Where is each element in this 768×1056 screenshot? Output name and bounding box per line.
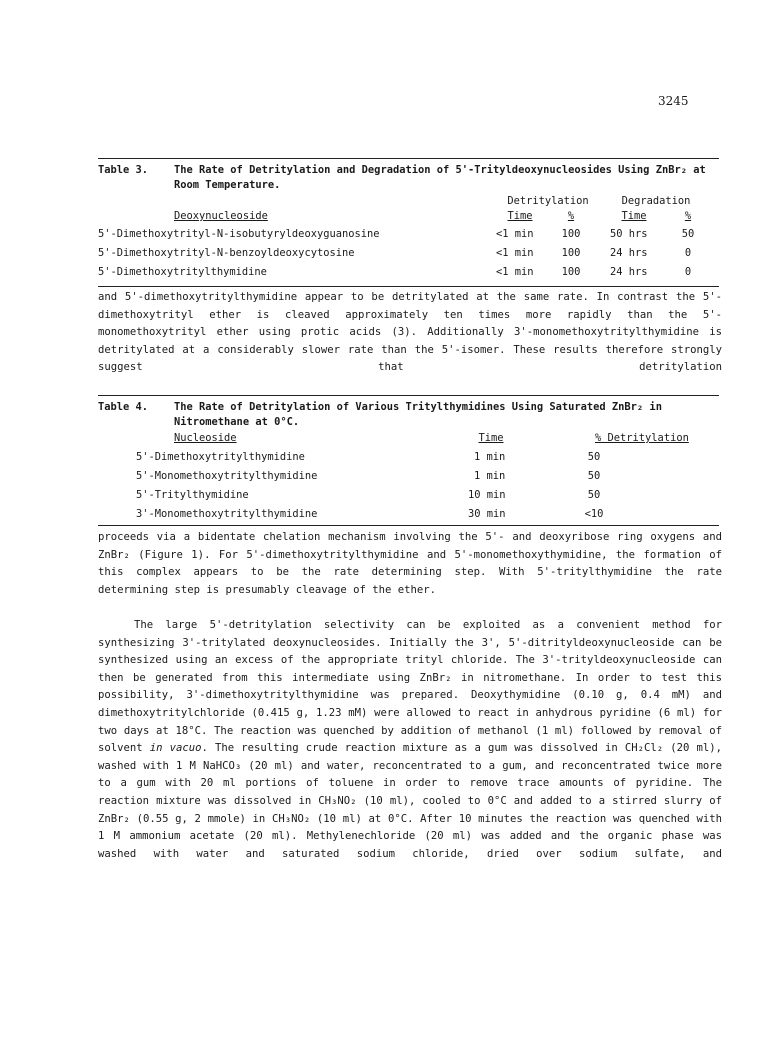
- table4: [98, 400, 719, 522]
- table3-bottom-rule: [98, 286, 719, 287]
- table3-row3-nucleoside: 5'-Dimethoxytritylthymidine: [98, 266, 267, 278]
- paragraph-2: [98, 529, 722, 599]
- table4-label: Table 4.: [98, 401, 149, 413]
- paragraph-1: [98, 289, 722, 377]
- table3-row1-det-time: <1 min: [496, 228, 534, 240]
- table3-row1-deg-time: 50 hrs: [610, 228, 648, 240]
- table3-caption-block: [98, 163, 719, 193]
- table4-col-nucleoside: Nucleoside: [174, 432, 237, 444]
- paragraph-3-italic: in vacuo: [149, 742, 202, 755]
- table4-row1-pct: 50: [587, 451, 601, 463]
- table4-row4-pct: <10: [584, 508, 604, 520]
- table4-caption: The Rate of Detritylation of Various Tritylthymidines Using Saturated ZnBr₂ in Nitromethane at 0°C.: [174, 401, 662, 428]
- paragraph-3-part2: . The resulting crude reaction mixture as a gum was dissolved in CH₂Cl₂ (20 ml), washed with 1 M NaHCO₃ (20 ml) and water, reconcentrated to a gum, and reconcentrated twice more to a gum with 20 ml portions of toluene in order to remove trace amounts of pyridine. The reaction mixture was dissolved in CH₃NO₂ (10 ml), cooled to 0°C and added to a stirred slurry of ZnBr₂ (0.55 g, 2 mmole) in CH₃NO₂ (10 ml) at 0°C. After 10 minutes the reaction was quenched with 1 M ammonium acetate (20 ml). Methylenechloride (20 ml) was added and the organic phase was washed with water and saturated sodium chloride, dried over sodium sulfate, and: [98, 742, 722, 860]
- table4-row1-time: 1 min: [474, 451, 506, 463]
- table4-bottom-rule: [98, 525, 719, 526]
- table3-label: Table 3.: [98, 164, 149, 176]
- table4-row3-pct: 50: [587, 489, 601, 501]
- paragraph-3-part1: The large 5'-detritylation selectivity can be exploited as a convenient method for synthesizing 3'-tritylated deoxynucleosides. Initially the 3', 5'-ditrityldeoxynucleoside can be synthesized using an excess of the appropriate trityl chloride. The 3'-trityldeoxynucleoside can then be generated from this intermediate using ZnBr₂ in nitromethane. In order to test this possibility, 3'-dimethoxytritylthymidine was prepared. Deoxythymidine (0.10 g, 0.4 mM) and dimethoxytritylchloride (0.415 g, 1.23 mM) were allowed to react in anhydrous pyridine (6 ml) for two days at 18°C. The reaction was quenched by addition of methanol (1 ml) followed by removal of solvent: [98, 619, 722, 755]
- table4-col-time: Time: [478, 432, 504, 444]
- table3-group-detritylation: Detritylation: [507, 195, 589, 207]
- table4-top-rule: [98, 395, 719, 396]
- table4-row3-time: 10 min: [468, 489, 506, 501]
- table3-col-deg-time: Time: [621, 210, 647, 222]
- table3-row3-deg-pct: 0: [684, 266, 692, 278]
- table4-row3-nucleoside: 5'-Tritylthymidine: [136, 489, 249, 501]
- paragraph-3: [98, 617, 722, 863]
- table4-row4-nucleoside: 3'-Monomethoxytritylthymidine: [136, 508, 318, 520]
- table3-row1-det-pct: 100: [561, 228, 581, 240]
- table3-col-det-pct: %: [567, 210, 575, 222]
- table3-top-rule: [98, 158, 719, 159]
- table3-col-deg-pct: %: [684, 210, 692, 222]
- table4-col-detritylation: % Detritylation: [595, 432, 689, 444]
- table4-row1-nucleoside: 5'-Dimethoxytritylthymidine: [136, 451, 305, 463]
- table3-group-degradation: Degradation: [621, 195, 691, 207]
- table3-row2-nucleoside: 5'-Dimethoxytrityl-N-benzoyldeoxycytosine: [98, 247, 355, 259]
- table4-row4-time: 30 min: [468, 508, 506, 520]
- table4-row2-time: 1 min: [474, 470, 506, 482]
- page-number: 3245: [658, 94, 689, 108]
- paragraph-3-text: [98, 617, 722, 863]
- table3-row1-deg-pct: 50: [681, 228, 695, 240]
- paragraph-1-text: and 5'-dimethoxytritylthymidine appear to be detritylated at the same rate. In contrast the 5'-dimethoxytrityl ether is cleaved approximately ten times more rapidly than the 5'-monomethoxytrityl ether using protic acids (3). Additionally 3'-monomethoxytritylthymidine is detritylated at a considerably slower rate than the 5'-isomer. These results therefore strongly suggest that detritylation: [98, 291, 722, 374]
- table4-row2-pct: 50: [587, 470, 601, 482]
- table3-row1-nucleoside: 5'-Dimethoxytrityl-N-isobutyryldeoxyguanosine: [98, 228, 380, 240]
- table3: [98, 163, 719, 283]
- table3-row3-det-time: <1 min: [496, 266, 534, 278]
- table3-row2-deg-pct: 0: [684, 247, 692, 259]
- table3-row2-det-pct: 100: [561, 247, 581, 259]
- table4-row2-nucleoside: 5'-Monomethoxytritylthymidine: [136, 470, 318, 482]
- table3-caption: The Rate of Detritylation and Degradation of 5'-Trityldeoxynucleosides Using ZnBr₂ at Room Temperature.: [174, 164, 706, 191]
- table3-row2-det-time: <1 min: [496, 247, 534, 259]
- paragraph-2-text: proceeds via a bidentate chelation mechanism involving the 5'- and deoxyribose ring oxygens and ZnBr₂ (Figure 1). For 5'-dimethoxytritylthymidine and 5'-monomethoxythymidine, the formation of this complex appears to be the rate determining step. With 5'-tritylthymidine the rate determining step is presumably cleavage of the ether.: [98, 531, 722, 596]
- table4-caption-block: [98, 400, 719, 430]
- table3-row2-deg-time: 24 hrs: [610, 247, 648, 259]
- table3-col-det-time: Time: [507, 210, 533, 222]
- table3-col-deoxynucleoside: Deoxynucleoside: [174, 210, 268, 222]
- table3-row3-det-pct: 100: [561, 266, 581, 278]
- table3-row3-deg-time: 24 hrs: [610, 266, 648, 278]
